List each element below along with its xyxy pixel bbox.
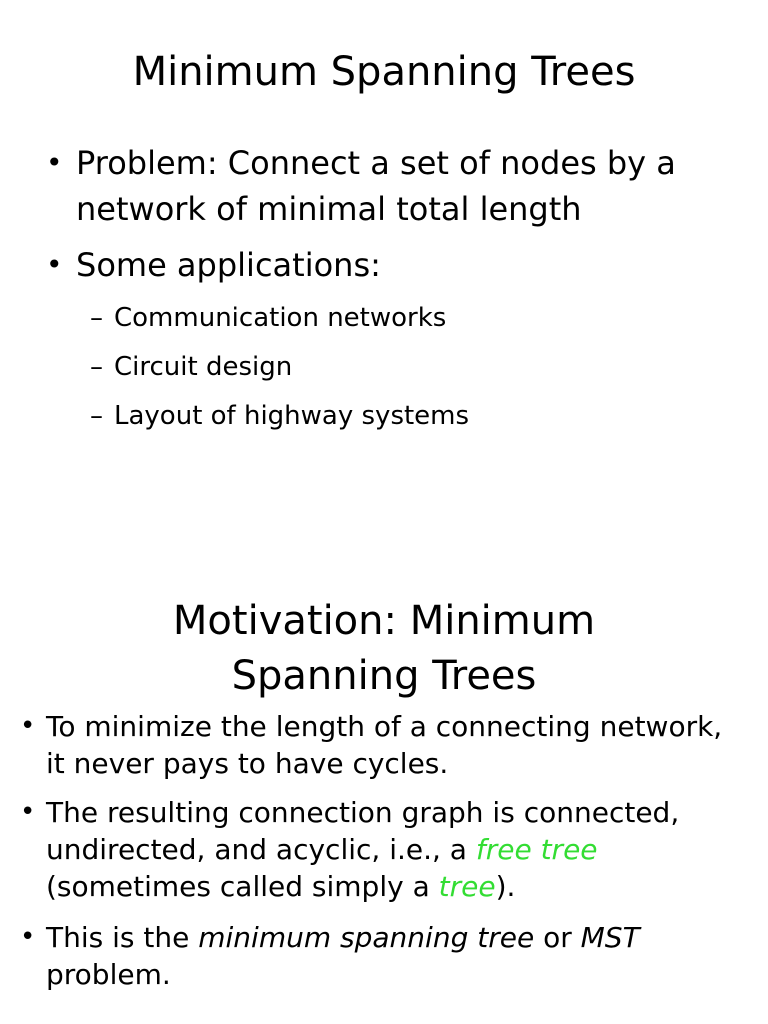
bullet-text <box>46 796 679 903</box>
text-run: The resulting connection graph is connected, undirected, and acyclic, i.e., a <box>46 796 680 866</box>
text-run: or <box>534 921 581 954</box>
sub-list-item <box>88 299 736 337</box>
dash-icon: – <box>90 401 103 431</box>
sub-item-text: Layout of highway systems <box>114 401 470 431</box>
text-run: (sometimes called simply a <box>46 870 439 903</box>
bullet-list <box>20 708 740 993</box>
bullet-dot-icon: • <box>20 922 36 952</box>
bullet-list <box>46 140 736 435</box>
bullet-dot-icon: • <box>20 711 36 741</box>
bullet-text <box>46 921 640 991</box>
bullet-text: Problem: Connect a set of nodes by a network of minimal total length <box>76 144 676 228</box>
slide-motivation <box>0 512 768 1024</box>
italic-mst-abbrev: MST <box>580 921 640 954</box>
sub-item-text: Circuit design <box>114 352 293 382</box>
dash-icon: – <box>90 352 103 382</box>
list-item <box>46 242 736 435</box>
bullet-text: Some applications: <box>76 246 381 284</box>
list-item <box>20 708 740 782</box>
sub-list-item <box>88 397 736 435</box>
highlight-tree: tree <box>438 870 496 903</box>
sub-item-text: Communication networks <box>114 303 447 333</box>
bullet-dot-icon: • <box>46 248 63 281</box>
list-item <box>20 794 740 905</box>
title-line-2: Spanning Trees <box>231 653 537 699</box>
slide-title <box>0 594 768 704</box>
list-item <box>46 140 736 232</box>
text-run: This is the <box>46 921 199 954</box>
bullet-dot-icon: • <box>20 797 36 827</box>
list-item <box>20 919 740 993</box>
highlight-free-tree: free tree <box>475 833 598 866</box>
title-line-1: Motivation: Minimum <box>172 598 596 644</box>
italic-mst-term: minimum spanning tree <box>198 921 535 954</box>
slide-title: Minimum Spanning Trees <box>132 49 636 95</box>
text-run: ). <box>495 870 516 903</box>
sub-list <box>88 299 736 435</box>
text-run: problem. <box>46 958 171 991</box>
bullet-text: To minimize the length of a connecting network, it never pays to have cycles. <box>46 710 723 780</box>
bullet-dot-icon: • <box>46 146 63 179</box>
dash-icon: – <box>90 303 103 333</box>
sub-list-item <box>88 348 736 386</box>
